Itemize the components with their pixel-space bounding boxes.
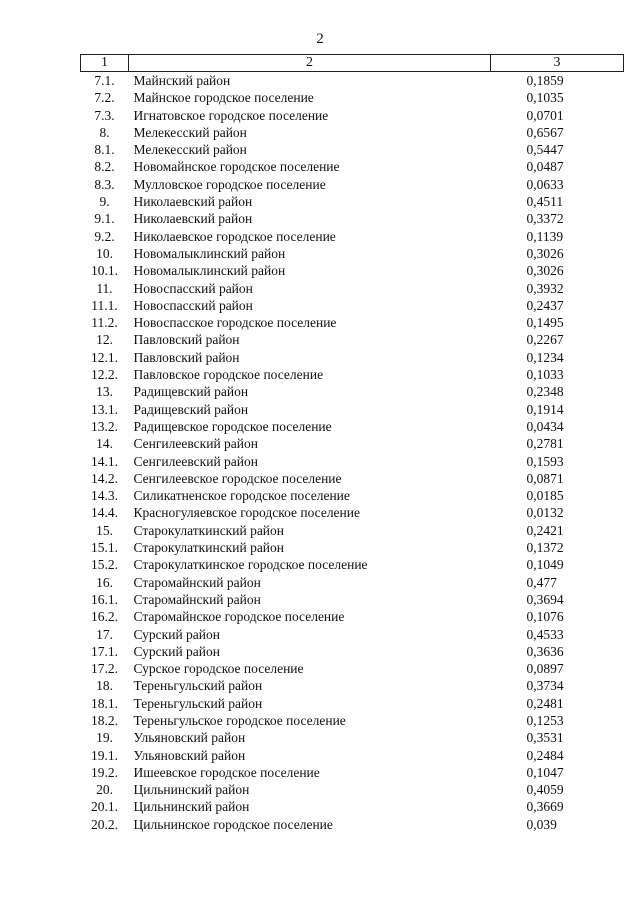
row-name: Майнское городское поселение [133,90,314,106]
row-value: 0,0185 [526,488,564,504]
row-value: 0,039 [526,816,557,832]
row-value: 0,1495 [526,315,564,331]
table-row [81,262,624,279]
row-name: Цильнинское городское поселение [133,816,333,832]
header-col-2: 2 [129,55,491,72]
row-number: 19.1. [91,747,118,763]
header-col-1: 1 [81,55,129,72]
table-row [81,626,624,643]
table-row [81,556,624,573]
row-name: Тереньгульский район [133,695,263,711]
table-row [81,712,624,729]
table-row [81,453,624,470]
row-number: 14. [96,436,113,452]
row-name: Сенгилеевский район [133,453,258,469]
row-name: Новоспасское городское поселение [133,315,337,331]
row-value: 0,2481 [526,695,564,711]
table-row [81,314,624,331]
table-row [81,383,624,400]
table-row [81,747,624,764]
row-name: Игнатовское городское поселение [133,107,329,123]
table-row [81,816,624,833]
row-value: 0,0434 [526,418,564,434]
row-value: 0,1593 [526,453,564,469]
row-value: 0,4533 [526,626,564,642]
row-value: 0,0132 [526,505,564,521]
row-value: 0,1253 [526,712,564,728]
row-name: Старомайнский район [133,574,261,590]
table-row [81,228,624,245]
row-value: 0,3531 [526,730,564,746]
row-number: 7.1. [94,73,115,88]
table-row [81,193,624,210]
row-value: 0,1139 [526,228,564,244]
row-value: 0,0871 [526,470,564,486]
row-name: Новоспасский район [133,297,253,313]
row-name: Радищевское городское поселение [133,418,332,434]
row-name: Старомайнский район [133,591,261,607]
row-name: Цильнинский район [133,782,250,798]
row-name: Радищевский район [133,384,249,400]
row-name: Старокулаткинский район [133,540,285,556]
table-header [81,55,624,72]
table-row [81,487,624,504]
row-number: 12.1. [91,349,118,365]
row-number: 8.1. [94,142,115,158]
row-value: 0,3694 [526,591,564,607]
row-number: 14.2. [91,470,118,486]
row-number: 7.2. [94,90,115,106]
table-row [81,210,624,227]
row-number: 11.2. [91,315,118,331]
row-name: Ишеевское городское поселение [133,764,320,780]
row-number: 14.3. [91,488,118,504]
row-value: 0,0487 [526,159,564,175]
row-number: 15. [96,522,113,538]
row-number: 10. [96,245,113,261]
table-row [81,72,624,90]
row-number: 13. [96,384,113,400]
row-value: 0,0897 [526,661,564,677]
row-value: 0,3636 [526,643,564,659]
row-name: Тереньгульский район [133,678,263,694]
row-name: Красногуляевское городское поселение [133,505,360,521]
table-row [81,366,624,383]
row-value: 0,477 [526,574,557,590]
table-row [81,539,624,556]
row-number: 18.1. [91,695,118,711]
table-row [81,781,624,798]
row-name: Майнский район [133,73,231,88]
row-number: 14.4. [91,505,118,521]
row-number: 17.1. [91,643,118,659]
row-name: Мелекесский район [133,142,247,158]
row-value: 0,1076 [526,609,564,625]
table-row [81,504,624,521]
row-number: 13.1. [91,401,118,417]
row-number: 12.2. [91,367,118,383]
row-value: 0,4511 [526,194,564,210]
row-value: 0,3026 [526,263,564,279]
row-name: Сенгилеевский район [133,436,258,452]
table-row [81,522,624,539]
row-number: 10.1. [91,263,118,279]
table-row [81,435,624,452]
row-name: Сурский район [133,643,220,659]
row-name: Старомайнское городское поселение [133,609,345,625]
table-row [81,245,624,262]
row-value: 0,3372 [526,211,564,227]
row-number: 20.2. [91,816,118,832]
table-row [81,176,624,193]
row-number: 7.3. [94,107,115,123]
row-number: 8.2. [94,159,115,175]
table-row [81,677,624,694]
row-name: Мулловское городское поселение [133,176,326,192]
row-value: 0,2484 [526,747,564,763]
row-name: Николаевский район [133,194,253,210]
row-number: 17. [96,626,113,642]
header-row [81,55,624,72]
row-number: 19. [96,730,113,746]
row-number: 9.1. [94,211,115,227]
row-name: Павловский район [133,332,240,348]
row-number: 12. [96,332,113,348]
row-number: 16.1. [91,591,118,607]
row-name: Николаевское городское поселение [133,228,336,244]
row-value: 0,0633 [526,176,564,192]
row-number: 9. [99,194,110,210]
row-name: Павловский район [133,349,240,365]
table-row [81,401,624,418]
row-value: 0,2437 [526,297,564,313]
row-name: Сурский район [133,626,220,642]
table-row [81,608,624,625]
table-row [81,124,624,141]
row-number: 20. [96,782,113,798]
row-value: 0,2781 [526,436,564,452]
row-value: 0,3669 [526,799,564,815]
table-row [81,107,624,124]
row-name: Новомалыклинский район [133,263,286,279]
row-name: Тереньгульское городское поселение [133,712,346,728]
table-row [81,418,624,435]
table-row [81,141,624,158]
row-name: Ульяновский район [133,730,246,746]
table-row [81,349,624,366]
table-row [81,695,624,712]
row-name: Новомалыклинский район [133,245,286,261]
table-row [81,331,624,348]
row-value: 0,4059 [526,782,564,798]
table-row [81,297,624,314]
row-value: 0,2421 [526,522,564,538]
row-name: Силикатненское городское поселение [133,488,350,504]
row-name: Николаевский район [133,211,253,227]
row-name: Павловское городское поселение [133,367,324,383]
row-value: 0,3026 [526,245,564,261]
row-number: 19.2. [91,764,118,780]
row-value: 0,2267 [526,332,564,348]
row-number: 16. [96,574,113,590]
row-number: 14.1. [91,453,118,469]
row-name: Новомайнское городское поселение [133,159,340,175]
table-row [81,89,624,106]
table-row [81,574,624,591]
row-number: 16.2. [91,609,118,625]
row-value: 0,1234 [526,349,564,365]
table-row [81,470,624,487]
row-name: Радищевский район [133,401,249,417]
row-name: Старокулаткинское городское поселение [133,557,368,573]
row-name: Сенгилеевское городское поселение [133,470,342,486]
table-row [81,591,624,608]
row-value: 0,1049 [526,557,564,573]
data-table [80,54,624,833]
row-name: Мелекесский район [133,124,247,140]
row-value: 0,3734 [526,678,564,694]
row-number: 11.1. [91,297,118,313]
page-number: 2 [316,31,324,47]
row-number: 18. [96,678,113,694]
row-number: 15.1. [91,540,118,556]
table-row [81,660,624,677]
row-number: 15.2. [91,557,118,573]
row-number: 9.2. [94,228,115,244]
row-value: 0,0701 [526,107,564,123]
table-row [81,798,624,815]
row-value: 0,1859 [526,73,564,88]
table-row [81,729,624,746]
row-value: 0,1035 [526,90,564,106]
row-name: Сурское городское поселение [133,661,304,677]
row-value: 0,2348 [526,384,564,400]
row-value: 0,5447 [526,142,564,158]
row-number: 18.2. [91,712,118,728]
row-number: 20.1. [91,799,118,815]
table-row [81,764,624,781]
row-number: 17.2. [91,661,118,677]
row-number: 8.3. [94,176,115,192]
row-value: 0,3932 [526,280,564,296]
row-value: 0,1914 [526,401,564,417]
row-number: 11. [96,280,113,296]
header-col-3: 3 [491,55,624,72]
row-name: Ульяновский район [133,747,246,763]
row-value: 0,6567 [526,124,564,140]
table-row [81,643,624,660]
row-value: 0,1047 [526,764,564,780]
row-name: Цильнинский район [133,799,250,815]
row-number: 13.2. [91,418,118,434]
row-number: 8. [99,124,110,140]
row-value: 0,1033 [526,367,564,383]
table-body [81,72,624,834]
row-name: Новоспасский район [133,280,253,296]
row-value: 0,1372 [526,540,564,556]
table-row [81,280,624,297]
table-row [81,158,624,175]
row-name: Старокулаткинский район [133,522,285,538]
